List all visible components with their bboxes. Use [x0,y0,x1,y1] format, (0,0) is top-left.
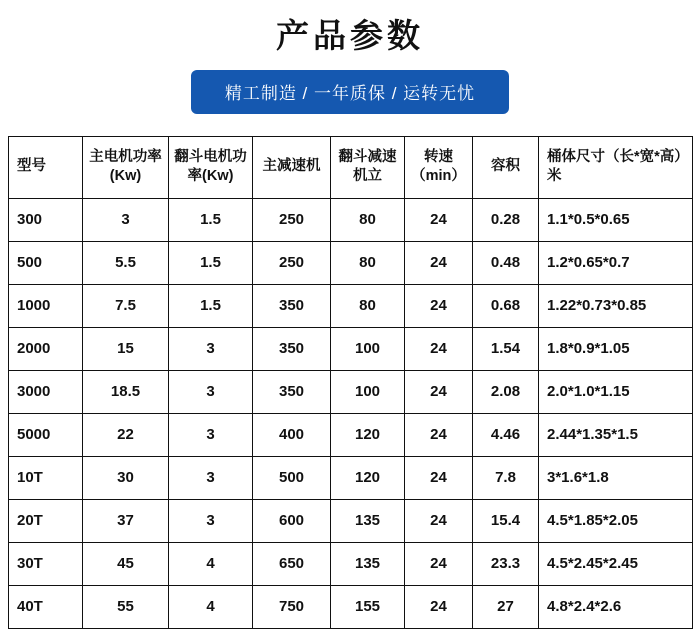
cell-bucket-motor-power: 3 [169,413,253,456]
column-header-model: 型号 [9,136,83,198]
parameters-table-wrap [8,136,692,629]
cell-model: 30T [9,542,83,585]
cell-volume: 23.3 [473,542,539,585]
cell-bucket-motor-power: 1.5 [169,241,253,284]
cell-model: 20T [9,499,83,542]
cell-main-motor-power: 55 [83,585,169,628]
cell-main-reducer: 650 [253,542,331,585]
table-row [9,327,693,370]
table-row [9,499,693,542]
column-header-barrel-size: 桶体尺寸（长*宽*高）米 [539,136,693,198]
table-row [9,456,693,499]
cell-volume: 0.68 [473,284,539,327]
cell-barrel-size: 3*1.6*1.8 [539,456,693,499]
cell-bucket-motor-power: 1.5 [169,284,253,327]
table-row [9,413,693,456]
cell-barrel-size: 2.0*1.0*1.15 [539,370,693,413]
cell-main-motor-power: 37 [83,499,169,542]
cell-volume: 27 [473,585,539,628]
cell-barrel-size: 4.8*2.4*2.6 [539,585,693,628]
cell-bucket-reducer: 135 [331,499,405,542]
cell-main-motor-power: 45 [83,542,169,585]
cell-model: 3000 [9,370,83,413]
table-row [9,198,693,241]
cell-model: 500 [9,241,83,284]
table-head [9,136,693,198]
column-header-volume: 容积 [473,136,539,198]
slogan-badge: 精工制造 / 一年质保 / 运转无忧 [191,70,509,114]
cell-main-motor-power: 30 [83,456,169,499]
table-body [9,198,693,628]
cell-bucket-reducer: 120 [331,456,405,499]
cell-bucket-motor-power: 3 [169,499,253,542]
cell-barrel-size: 2.44*1.35*1.5 [539,413,693,456]
column-header-bucket-motor-power: 翻斗电机功率(Kw) [169,136,253,198]
cell-main-motor-power: 15 [83,327,169,370]
cell-speed: 24 [405,198,473,241]
cell-speed: 24 [405,241,473,284]
cell-bucket-motor-power: 4 [169,585,253,628]
column-header-main-motor-power: 主电机功率(Kw) [83,136,169,198]
cell-main-reducer: 500 [253,456,331,499]
cell-main-reducer: 250 [253,198,331,241]
cell-volume: 15.4 [473,499,539,542]
cell-bucket-motor-power: 3 [169,327,253,370]
cell-bucket-reducer: 80 [331,198,405,241]
cell-main-reducer: 400 [253,413,331,456]
cell-bucket-reducer: 80 [331,284,405,327]
cell-speed: 24 [405,499,473,542]
cell-main-reducer: 350 [253,327,331,370]
cell-bucket-motor-power: 1.5 [169,198,253,241]
cell-main-reducer: 600 [253,499,331,542]
table-header-row [9,136,693,198]
slogan-banner-wrap [0,70,700,114]
cell-bucket-reducer: 100 [331,370,405,413]
cell-speed: 24 [405,284,473,327]
cell-model: 40T [9,585,83,628]
cell-speed: 24 [405,413,473,456]
cell-bucket-motor-power: 3 [169,370,253,413]
cell-volume: 0.48 [473,241,539,284]
cell-volume: 1.54 [473,327,539,370]
cell-barrel-size: 1.1*0.5*0.65 [539,198,693,241]
cell-main-motor-power: 5.5 [83,241,169,284]
table-row [9,542,693,585]
cell-bucket-reducer: 80 [331,241,405,284]
cell-barrel-size: 4.5*1.85*2.05 [539,499,693,542]
table-row [9,241,693,284]
cell-speed: 24 [405,542,473,585]
cell-volume: 4.46 [473,413,539,456]
cell-speed: 24 [405,327,473,370]
cell-bucket-reducer: 135 [331,542,405,585]
cell-bucket-reducer: 120 [331,413,405,456]
cell-bucket-reducer: 155 [331,585,405,628]
cell-bucket-reducer: 100 [331,327,405,370]
cell-main-reducer: 250 [253,241,331,284]
column-header-bucket-reducer: 翻斗减速机立 [331,136,405,198]
cell-main-motor-power: 7.5 [83,284,169,327]
table-row [9,370,693,413]
cell-barrel-size: 4.5*2.45*2.45 [539,542,693,585]
cell-barrel-size: 1.22*0.73*0.85 [539,284,693,327]
cell-main-motor-power: 18.5 [83,370,169,413]
cell-model: 2000 [9,327,83,370]
cell-volume: 7.8 [473,456,539,499]
parameters-table [8,136,693,629]
page-title: 产品参数 [276,17,424,54]
cell-model: 5000 [9,413,83,456]
cell-main-reducer: 350 [253,370,331,413]
column-header-main-reducer: 主减速机 [253,136,331,198]
cell-model: 10T [9,456,83,499]
cell-main-reducer: 350 [253,284,331,327]
cell-barrel-size: 1.8*0.9*1.05 [539,327,693,370]
cell-speed: 24 [405,585,473,628]
cell-bucket-motor-power: 3 [169,456,253,499]
cell-barrel-size: 1.2*0.65*0.7 [539,241,693,284]
cell-main-motor-power: 3 [83,198,169,241]
cell-volume: 2.08 [473,370,539,413]
cell-main-motor-power: 22 [83,413,169,456]
cell-speed: 24 [405,370,473,413]
cell-speed: 24 [405,456,473,499]
table-row [9,585,693,628]
cell-main-reducer: 750 [253,585,331,628]
cell-bucket-motor-power: 4 [169,542,253,585]
cell-model: 1000 [9,284,83,327]
table-row [9,284,693,327]
cell-volume: 0.28 [473,198,539,241]
cell-model: 300 [9,198,83,241]
column-header-speed: 转速（min） [405,136,473,198]
